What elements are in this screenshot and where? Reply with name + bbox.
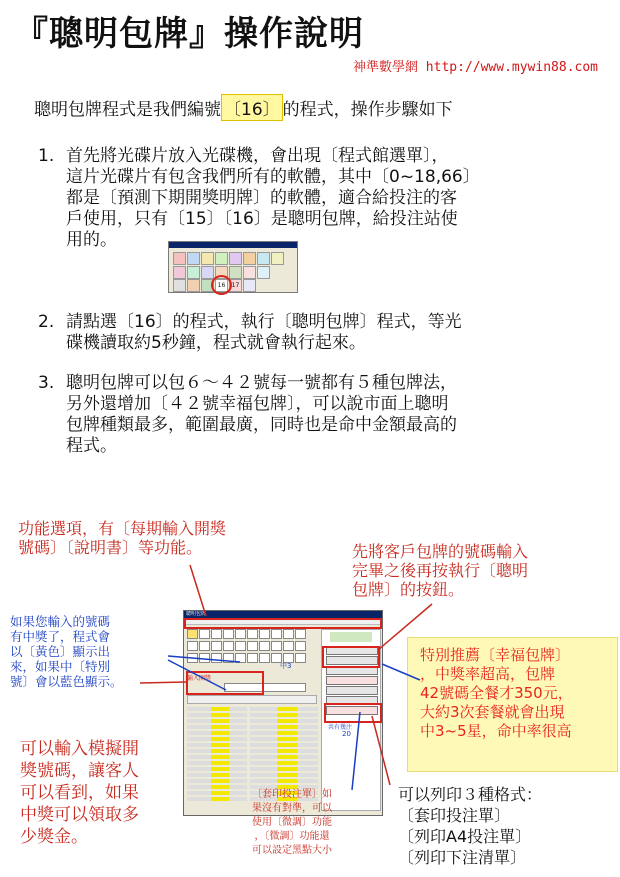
step-2-number: 2.	[38, 312, 55, 332]
input-draw-label: 輸入開獎	[187, 675, 212, 682]
annotation-line: 有中獎了，程式會	[10, 629, 111, 644]
annotation-line: 號〕會以藍色顯示。	[10, 674, 123, 689]
arrow-to-print	[372, 716, 390, 785]
annotation-line: 〔列印下注清單〕	[398, 848, 527, 867]
annotation-line: 中獎可以領取多	[20, 805, 139, 825]
app-icon-17[interactable]: 17	[229, 279, 242, 292]
site-credit: 神準數學網 http://www.mywin88.com	[352, 60, 598, 75]
annotation-line: ，〔微調〕功能還	[254, 831, 330, 842]
annotation-line: 完畢之後再按執行〔聰明	[352, 561, 529, 580]
arrow-to-finetune	[352, 712, 360, 790]
annotation-line: 可以設定黑點大小	[252, 845, 332, 856]
step-3-line: 聰明包牌可以包６～４２號每一號都有５種包牌法，	[66, 373, 457, 393]
annotation-line: 先將客戶包牌的號碼輸入	[352, 542, 529, 561]
arrow-to-happy-pack	[382, 664, 420, 680]
annotation-line: 少獎金。	[20, 827, 88, 847]
annotation-line: 中3~5星，命中率很高	[420, 722, 572, 740]
annotation-line: 可以列印３種格式：	[398, 785, 543, 804]
total-bets-value: 20	[342, 730, 351, 738]
annotation-line: ，中獎率超高，包牌	[420, 665, 556, 683]
intro-text-before: 聰明包牌程式是我們編號	[34, 100, 221, 120]
annotation-line: 果沒有對準，可以	[252, 803, 332, 814]
step-1-number: 1.	[38, 146, 55, 166]
step-3-number: 3.	[38, 373, 55, 393]
step-2-line: 碟機讀取約5秒鐘，程式就會執行起來。	[66, 333, 366, 353]
step-1-line: 用的。	[66, 230, 117, 250]
arrow-to-win-yellow	[168, 656, 240, 662]
annotation-line: 如果您輸入的號碼	[10, 614, 111, 629]
annotation-line: 〔套印投注單〕如	[252, 789, 332, 800]
step-3-line: 另外還增加〔４２號幸福包牌〕，可以說市面上聰明	[66, 394, 449, 414]
annotation-line: 來，如果中〔特別	[10, 659, 111, 674]
arrow-to-input	[140, 682, 186, 683]
step-1-line: 戶使用，只有〔15〕〔16〕是聰明包牌，給投注站使	[66, 209, 458, 229]
annotation-line: 功能選項，有〔每期輸入開獎	[18, 519, 227, 538]
step-3-line: 程式。	[66, 436, 117, 456]
annotation-line: 使用〔微調〕功能	[252, 817, 332, 828]
annotation-line: 特別推薦〔幸福包牌〕	[420, 646, 571, 664]
annotation-line: 大約3次套餐就會出現	[420, 703, 565, 721]
step-1-line: 這片光碟片有包含我們所有的軟體，其中〔0~18,66〕	[66, 167, 480, 187]
win-count-label: 中3	[280, 662, 292, 670]
page-title: 『聰明包牌』操作說明	[14, 14, 364, 54]
step-3-line: 包牌種類最多，範圍最廣，同時也是命中金額最高的	[66, 415, 457, 435]
total-bets-label: 共有幾注	[328, 724, 353, 731]
annotation-line: 可以看到，如果	[20, 783, 139, 803]
step-2-line: 請點選〔16〕的程式，執行〔聰明包牌〕程式，等光	[66, 312, 462, 332]
step-1-line: 都是〔預測下期開獎明牌〕的軟體，適合給投注的客	[66, 188, 457, 208]
annotation-line: 可以輸入模擬開	[20, 739, 139, 759]
window-titlebar: 聰明包牌	[184, 611, 382, 618]
annotation-line: 號碼〕〔說明書〕等功能。	[18, 538, 203, 557]
step-1-line: 首先將光碟片放入光碟機，會出現〔程式館選單〕，	[66, 146, 449, 166]
app-icon-16[interactable]: 16	[215, 279, 228, 292]
intro-highlight: 〔16〕	[221, 94, 283, 121]
intro-text-after: 的程式，操作步驟如下	[282, 100, 453, 120]
arrow-to-win-blue	[168, 660, 226, 690]
annotation-line: 〔套印投注單〕	[398, 806, 511, 825]
arrow-to-menu	[190, 565, 206, 616]
annotation-line: 獎號碼，讓客人	[20, 761, 139, 781]
annotation-line: 42號碼全餐才350元，	[420, 684, 573, 702]
annotation-line: 包牌〕的按鈕。	[352, 580, 465, 599]
annotation-line: 〔列印A4投注單〕	[398, 827, 532, 846]
annotation-line: 以〔黃色〕顯示出	[10, 644, 111, 659]
arrow-to-execute	[378, 604, 432, 650]
